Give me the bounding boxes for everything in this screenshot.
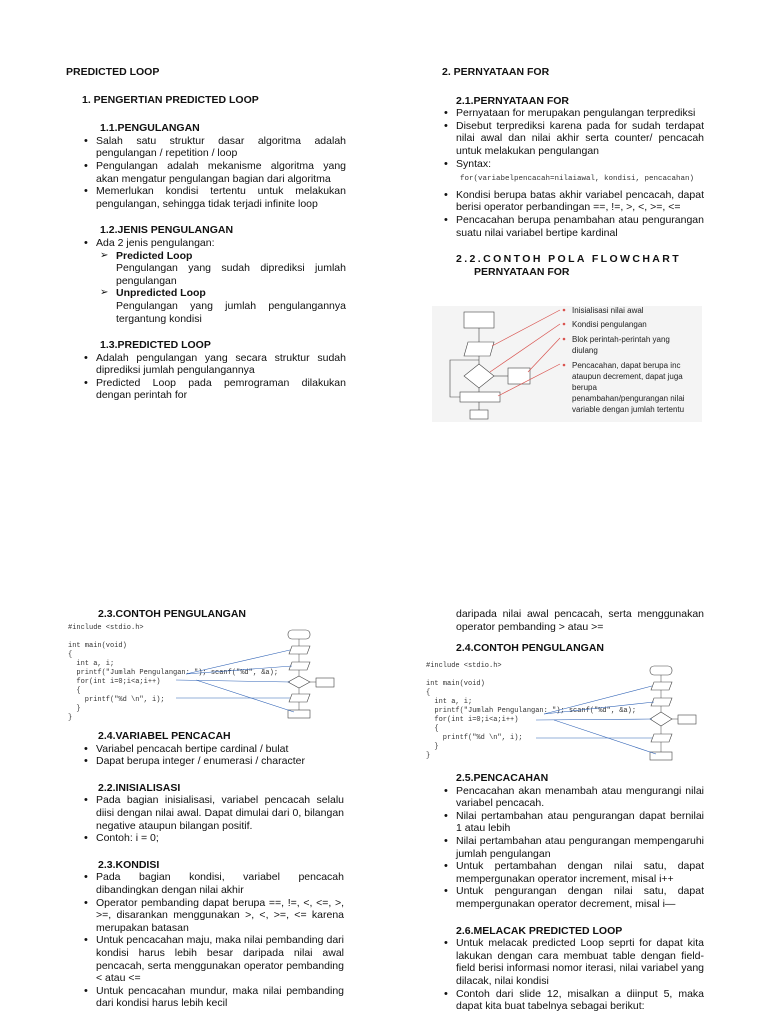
list-item: • Pada bagian kondisi, variabel pencacah dibandingkan dengan nilai akhir <box>82 871 344 896</box>
flowchart-figure <box>432 306 702 422</box>
mini-flowchart <box>66 624 346 722</box>
list-predicted <box>82 352 346 402</box>
list-item <box>100 287 346 325</box>
flow-label: Kondisi pengulangan <box>572 320 647 329</box>
list-item: • Pencacahan akan menambah atau mengurangi nilai variabel pencacah. <box>442 785 704 810</box>
continued-text: daripada nilai awal pencacah, serta menggunakan operator pembanding > atau >= <box>456 608 704 633</box>
list-inisialisasi <box>82 794 344 844</box>
list-melacak <box>442 937 704 1013</box>
list-item: • Memerlukan kondisi tertentu untuk melakukan pengulangan, sehingga tidak terjadi infinite loop <box>82 185 346 210</box>
heading-variabel: 2.4.VARIABEL PENCACAH <box>98 730 231 742</box>
code-figure-right <box>424 662 708 766</box>
list-for <box>442 107 704 170</box>
list-item: • Nilai pertambahan atau pengurangan mempengaruhi jumlah pengulangan <box>442 835 704 860</box>
list-item: • Untuk pertambahan dengan nilai satu, dapat mempergunakan operator increment, misal i++ <box>442 860 704 885</box>
list-item: • Pengulangan adalah mekanisme algoritma yang akan mengatur pengulangan bagian dari algoritma <box>82 160 346 185</box>
page2-left-column-2 <box>82 730 344 1010</box>
flow-start-box <box>464 312 494 328</box>
list-item <box>100 250 346 288</box>
list-pencacahan <box>442 785 704 911</box>
heading-flowchart: 2.2.CONTOH POLA FLOWCHART <box>456 253 682 266</box>
list-item: • Pencacahan berupa penambahan atau pengurangan suatu nilai variabel bertipe kardinal <box>442 214 704 239</box>
flow-label: Inisialisasi nilai awal <box>572 306 644 315</box>
page1-right-column <box>442 66 704 278</box>
list-item: • Adalah pengulangan yang secara struktur sudah diprediksi jumlah pengulangannya <box>82 352 346 377</box>
type-desc: Pengulangan yang sudah diprediksi jumlah pengulangan <box>116 262 346 287</box>
list-item: • Nilai pertambahan atau pengurangan dapat bernilai 1 atau lebih <box>442 810 704 835</box>
flow-label: Pencacahan, dapat berupa inc <box>572 361 681 370</box>
flow-body-box <box>508 368 530 384</box>
list-item: • Syntax: <box>442 158 704 171</box>
flow-end-box <box>470 410 488 419</box>
type-name: Predicted Loop <box>116 249 193 262</box>
list-item: • Untuk melacak predicted Loop seprti for dapat kita lakukan dengan cara membuat table dengan field-field berisi informasi nomor iterasi, nilai variabel yang dilacak, nilai kondisi <box>442 937 704 987</box>
flow-label: berupa <box>572 383 597 392</box>
list-item: • Salah satu struktur dasar algoritma adalah pengulangan / repetition / loop <box>82 135 346 160</box>
page2-right-column <box>442 608 704 655</box>
flow-label: variable dengan jumlah tertentu <box>572 405 685 414</box>
page2-left-column <box>82 608 344 621</box>
list-item: • Contoh: i = 0; <box>82 832 344 845</box>
flow-increment-box <box>460 392 500 402</box>
list-item: • Untuk pencacahan maju, maka nilai pembanding dari kondisi harus lebih besar daripada nilai awal pencacah, serta menggunakan operator pembanding < atau <= <box>82 934 344 984</box>
heading-jenis: 1.2.JENIS PENGULANGAN <box>100 224 234 237</box>
syntax-code: for(variabelpencacah=nilaiawal, kondisi, pencacahan) <box>460 175 695 184</box>
page2-right-column-2 <box>442 772 704 1013</box>
code-block: #include <stdio.h> int main(void) { int a, i; printf("Jumlah Pengulangan: "); scanf("%d", &a); for(int i=0;i<a;i++) { printf("%d \n", i); } } <box>68 624 279 722</box>
heading-inisialisasi: 2.2.INISIALISASI <box>98 781 181 794</box>
list-variabel <box>82 743 344 768</box>
flow-label: Blok perintah-perintah yang <box>572 335 670 344</box>
list-types <box>100 250 346 326</box>
list-item: • Kondisi berupa batas akhir variabel pencacah, dapat berisi operator perbandingan ==, !=, >, <, >=, <= <box>442 189 704 214</box>
list-kondisi <box>82 871 344 1010</box>
section2-heading: 2. PERNYATAAN FOR <box>442 66 550 78</box>
list-item: • Variabel pencacah bertipe cardinal / bulat <box>82 743 344 756</box>
page1-left-column <box>66 66 346 402</box>
heading-pengulangan: 1.1.PENGULANGAN <box>100 122 200 135</box>
list-item: • Pernyataan for merupakan pengulangan terprediksi <box>442 107 704 120</box>
flow-init-shape <box>464 342 494 356</box>
flow-label: penambahan/pengurangan nilai <box>572 394 685 403</box>
heading-contoh-pengulangan-2: 2.4.CONTOH PENGULANGAN <box>456 642 604 655</box>
list-item: • Disebut terprediksi karena pada for sudah terdapat nilai awal dan nilai akhir serta counter/ pencacah untuk melakukan pengulangan <box>442 120 704 158</box>
type-desc: Pengulangan yang jumlah pengulangannya tergantung kondisi <box>116 299 346 325</box>
heading-kondisi: 2.3.KONDISI <box>98 858 160 871</box>
list-item: • Untuk pengurangan dengan nilai satu, dapat mempergunakan operator decrement, misal i— <box>442 885 704 910</box>
code-block: #include <stdio.h> int main(void) { int a, i; printf("Jumlah Pengulangan: "); scanf("%d", &a); for(int i=0;i<a;i++) { printf("%d \n", i); } } <box>426 662 637 760</box>
section1-heading: 1. PENGERTIAN PREDICTED LOOP <box>82 93 259 106</box>
heading-melacak: 2.6.MELACAK PREDICTED LOOP <box>456 924 623 937</box>
doc-title: PREDICTED LOOP <box>66 66 160 78</box>
heading-pernyataan-for: 2.1.PERNYATAAN FOR <box>456 94 569 107</box>
list-item: • Dapat berupa integer / enumerasi / character <box>82 755 344 768</box>
list-pengulangan <box>82 135 346 211</box>
list-item: • Pada bagian inisialisasi, variabel pencacah selalu diisi dengan nilai awal. Dapat dimulai dari 0, bilangan negative ataupun bilangan positif. <box>82 794 344 832</box>
list-item: • Ada 2 jenis pengulangan: <box>82 237 346 250</box>
type-name: Unpredicted Loop <box>116 287 206 300</box>
list-item: • Predicted Loop pada pemrograman dilakukan dengan perintah for <box>82 377 346 402</box>
list-item: • Operator pembanding dapat berupa ==, !=, <, <=, >, >=, disarankan menggunakan >, <, >=, <= karena merupakan batasan <box>82 897 344 935</box>
list-item: • Contoh dari slide 12, misalkan a diinput 5, maka dapat kita buat tabelnya sebagai berikut: <box>442 988 704 1013</box>
heading-flowchart-2: PERNYATAAN FOR <box>474 265 570 278</box>
heading-predicted: 1.3.PREDICTED LOOP <box>100 339 211 352</box>
heading-pencacahan: 2.5.PENCACAHAN <box>456 772 549 784</box>
heading-contoh-pengulangan: 2.3.CONTOH PENGULANGAN <box>98 608 246 620</box>
code-figure-left <box>66 624 346 722</box>
flow-label: ataupun decrement, dapat juga <box>572 372 683 381</box>
flow-label: diulang <box>572 346 598 355</box>
list-jenis <box>82 237 346 250</box>
list-for-2 <box>442 189 704 239</box>
list-item: • Untuk pencacahan mundur, maka nilai pembanding dari kondisi harus lebih kecil <box>82 985 344 1010</box>
mini-flowchart <box>424 662 708 766</box>
